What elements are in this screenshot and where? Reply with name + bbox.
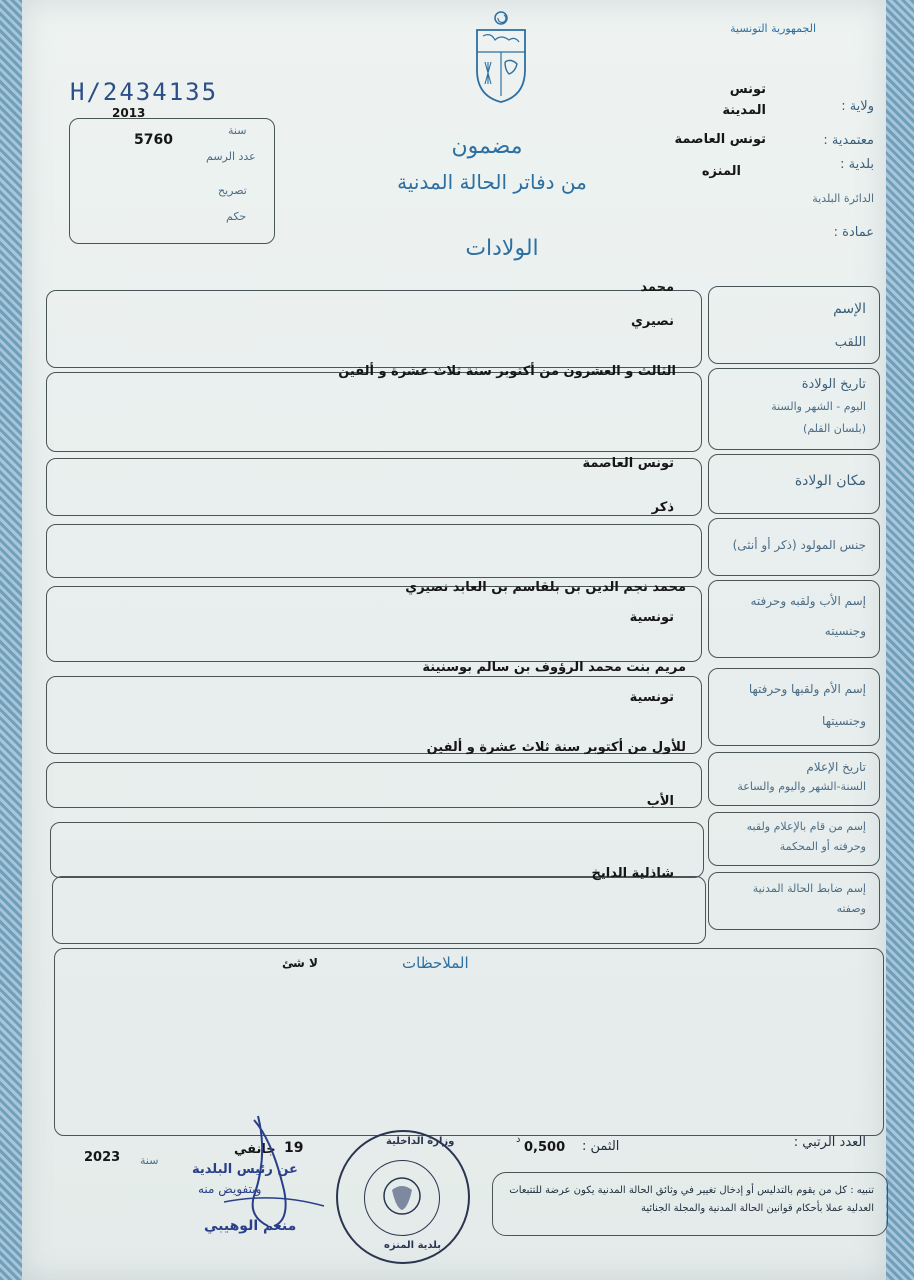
- field-value-box-birthdate: [46, 372, 702, 452]
- field-value-officer: شاذلية الدايخ: [591, 866, 674, 881]
- field-label-birthplace: مكان الولادة: [794, 473, 866, 489]
- field-value-declarant: الأب: [646, 794, 674, 809]
- stamp-emblem-icon: [378, 1172, 426, 1222]
- field-label-officer: إسم ضابط الحالة المدنية: [752, 882, 866, 895]
- republic-label: الجمهورية التونسية: [730, 22, 816, 35]
- issuer-line1: عن رئيس البلدية: [192, 1162, 298, 1177]
- field-value-birthdate: الثالث و العشرون من أكتوبر سنة ثلاث عشرة و ألفين: [338, 364, 676, 379]
- baladia-label: بلدية :: [840, 157, 874, 172]
- baladia-value: المنزه: [701, 164, 741, 179]
- record-year-label: سنة: [228, 124, 247, 137]
- record-judgment-label: حكم: [226, 210, 247, 223]
- field-label-birthdate-3: (بلسان القلم): [803, 422, 866, 435]
- field-label-birthdate: تاريخ الولادة: [801, 377, 866, 392]
- date-month: جانفي: [234, 1142, 276, 1157]
- price-unit: د: [516, 1134, 521, 1145]
- field-value-box-gender: [46, 524, 702, 578]
- field-value-gender: ذكر: [651, 500, 674, 515]
- price-value: 0,500: [524, 1140, 566, 1155]
- footer-year-label: سنة: [140, 1154, 159, 1167]
- field-label-father: إسم الأب ولقبه وحرفته: [750, 594, 866, 608]
- field-value-father: محمد نجم الدين بن بلقاسم بن العابد نصيري: [405, 580, 686, 595]
- wilaya-value: تونس: [729, 82, 766, 97]
- daira-label: الدائرة البلدية: [812, 192, 874, 205]
- record-year-value: 2013: [112, 106, 146, 120]
- wilaya-label: ولاية :: [841, 99, 874, 114]
- field-value-mother: مريم بنت محمد الرؤوف بن سالم بوسنينة: [422, 660, 686, 675]
- date-day: 19: [284, 1140, 304, 1156]
- field-value-box-father: [46, 586, 702, 662]
- field-label-officer-2: وصفته: [836, 902, 866, 915]
- section-title: الولادات: [465, 236, 539, 261]
- record-declaration-label: تصريح: [218, 184, 247, 197]
- notice-text: تنبيه : كل من يقوم بالتدليس أو إدخال تغيير في وثائق الحالة المدنية يكون عرضة للتتبعات العدلية عملا بأحكام قوانين الحالة المدنية والمجلة الجنائية: [509, 1185, 874, 1214]
- field-value-box-declaration-date: [46, 762, 702, 808]
- footer-year-value: 2023: [84, 1150, 121, 1165]
- field-label-declaration-date-2: السنة-الشهر واليوم والساعة: [737, 780, 866, 793]
- remarks-label: الملاحظات: [402, 954, 469, 972]
- birth-certificate-document: [22, 0, 886, 1280]
- field-value-birthplace: تونس العاصمة: [582, 456, 674, 471]
- registry-label: العدد الرتبي :: [793, 1135, 866, 1150]
- field-value-box-name: [46, 290, 702, 368]
- field-value-surname: نصيري: [631, 314, 674, 329]
- field-label-declaration-date: تاريخ الإعلام: [806, 760, 866, 774]
- field-label-father-2: وجنسيته: [824, 624, 866, 638]
- omada-label: عمادة :: [833, 225, 874, 240]
- field-value-father-nationality: تونسية: [629, 610, 674, 625]
- madina-value: المدينة: [722, 103, 766, 118]
- document-subtitle: من دفاتر الحالة المدنية: [397, 170, 587, 194]
- field-value-box-officer: [52, 876, 706, 944]
- stamp-text: وزارة الداخلية: [386, 1136, 455, 1147]
- document-title: مضمون: [451, 134, 523, 159]
- field-value-name: محمد: [640, 280, 674, 295]
- record-number-value: 5760: [134, 132, 173, 148]
- field-label-name: الإسم: [833, 301, 866, 317]
- mootamadia-label: معتمدية :: [823, 133, 874, 148]
- field-label-mother: إسم الأم ولقبها وحرفتها: [748, 682, 866, 696]
- stamp-text-2: بلدية المنزه: [384, 1240, 442, 1251]
- serial-number: H/2434135: [70, 78, 219, 106]
- field-label-surname: اللقب: [834, 335, 866, 350]
- signer-name: منعم الوهيبي: [204, 1218, 297, 1234]
- field-label-gender: جنس المولود (ذكر أو أنثى): [732, 538, 866, 552]
- price-label: الثمن :: [582, 1139, 620, 1154]
- field-value-mother-nationality: تونسية: [629, 690, 674, 705]
- field-label-birthdate-2: اليوم - الشهر والسنة: [771, 400, 866, 413]
- remarks-value: لا شئ: [282, 956, 318, 970]
- record-number-label: عدد الرسم: [206, 150, 256, 163]
- field-label-declarant: إسم من قام بالإعلام ولقبه: [746, 820, 866, 833]
- issuer-line2: وبتفويض منه: [198, 1182, 262, 1196]
- signature-mark-icon: [218, 1106, 338, 1236]
- mootamadia-value: تونس العاصمة: [674, 132, 766, 147]
- coat-of-arms-icon: [469, 6, 533, 106]
- remarks-box: [54, 948, 884, 1136]
- field-label-declarant-2: وحرفته أو المحكمة: [779, 840, 866, 853]
- field-label-mother-2: وجنسيتها: [822, 714, 866, 728]
- field-value-declaration-date: للأول من أكتوبر سنة ثلاث عشرة و ألفين: [426, 740, 686, 755]
